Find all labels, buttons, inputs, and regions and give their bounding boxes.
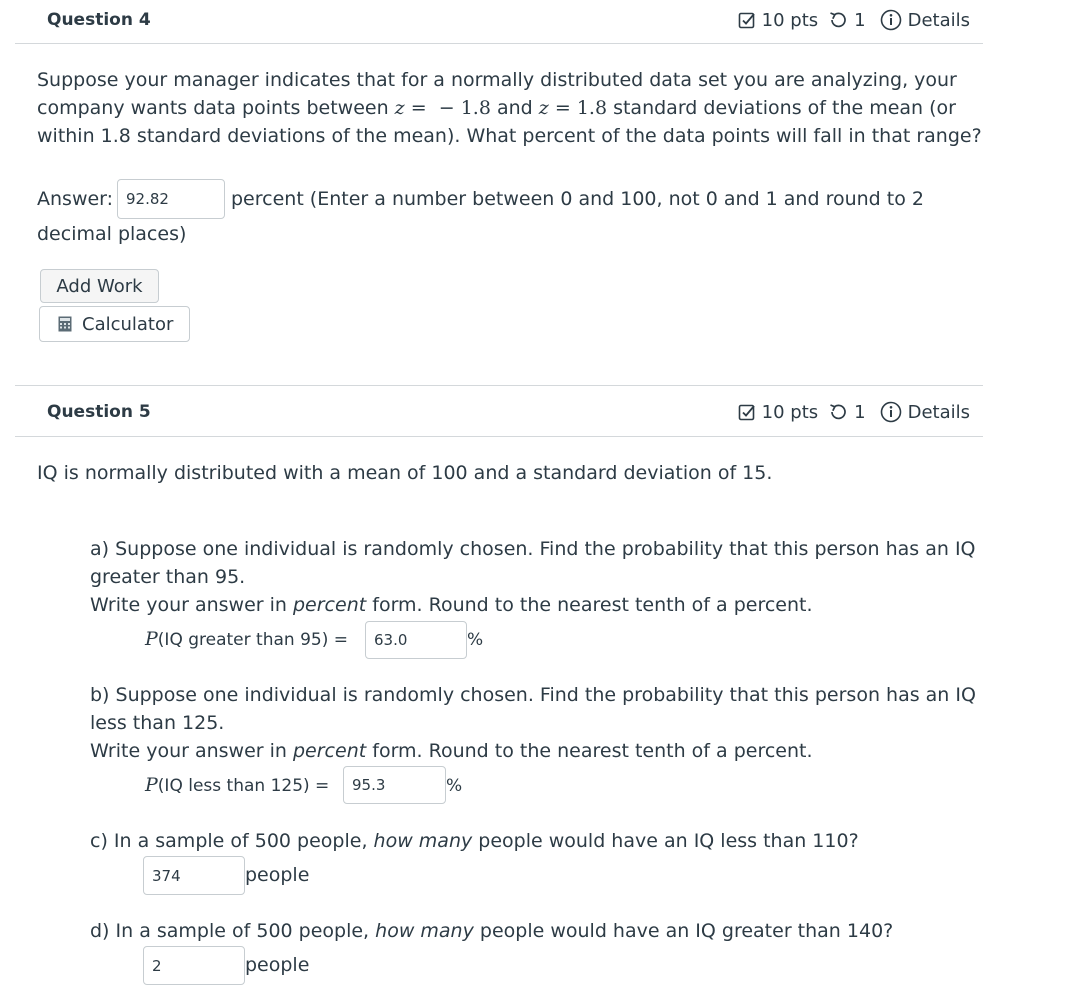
math-P: P	[145, 774, 158, 796]
part-b-input[interactable]	[343, 766, 446, 804]
text-fragment: form. Round to the nearest tenth of a percent.	[372, 594, 813, 616]
people-unit: people	[245, 864, 310, 886]
answer-input[interactable]	[117, 179, 225, 219]
text-fragment: d) In a sample of 500 people,	[90, 920, 370, 942]
math-z: z	[394, 97, 405, 119]
calculator-button[interactable]	[39, 306, 190, 342]
math-value: 1.8	[576, 97, 608, 119]
question-meta	[738, 9, 970, 31]
part-c-input[interactable]	[143, 856, 245, 895]
math-value: 1.8	[460, 97, 491, 119]
divider	[15, 385, 983, 386]
percent-unit: %	[446, 776, 463, 796]
divider	[15, 436, 983, 437]
details-link[interactable]: Details	[907, 401, 970, 423]
points-icon	[738, 403, 756, 421]
part-d-input[interactable]	[143, 946, 245, 985]
text-fragment: people would have an IQ less than 110?	[478, 830, 859, 852]
question-title: Question 4	[47, 10, 151, 30]
math-P: P	[145, 628, 158, 650]
text-fragment: company wants data points between	[37, 97, 389, 119]
question-4-header	[15, 2, 983, 52]
text-fragment: and	[496, 97, 533, 119]
text-fragment: Write your answer in	[90, 740, 287, 762]
text-fragment: form. Round to the nearest tenth of a percent.	[372, 740, 813, 762]
question-meta	[738, 401, 970, 423]
question-title: Question 5	[47, 402, 151, 422]
math-minus: −	[438, 97, 455, 119]
question-text-line: within 1.8 standard deviations of the mean). What percent of the data points will fall in that range?	[37, 125, 982, 147]
points-icon	[738, 11, 756, 29]
points-label: 10 pts	[761, 401, 819, 423]
text-fragment: Write your answer in	[90, 594, 287, 616]
prob-expression: (IQ less than 125) =	[157, 776, 330, 796]
retry-icon	[828, 11, 848, 29]
question-4-text	[37, 66, 1037, 150]
math-z: z	[538, 97, 549, 119]
attempts-count: 1	[854, 9, 866, 31]
answer-hint: percent (Enter a number between 0 and 100, not 0 and 1 and round to 2	[231, 188, 924, 210]
text-fragment: c) In a sample of 500 people,	[90, 830, 368, 852]
text-fragment: people would have an IQ greater than 140?	[479, 920, 894, 942]
percent-unit: %	[467, 630, 484, 650]
attempts-count: 1	[854, 401, 866, 423]
math-equals: =	[554, 97, 571, 119]
text-fragment: how many	[373, 830, 473, 852]
details-link[interactable]: Details	[907, 9, 970, 31]
math-equals: =	[410, 97, 427, 119]
info-icon[interactable]	[880, 9, 902, 31]
divider	[15, 43, 983, 44]
prob-expression: (IQ greater than 95) =	[157, 630, 348, 650]
text-line	[90, 591, 1050, 619]
retry-icon	[828, 403, 848, 421]
text-fragment: percent	[293, 594, 367, 616]
points-label: 10 pts	[761, 9, 819, 31]
calculator-icon	[58, 316, 72, 332]
add-work-button[interactable]: Add Work	[40, 269, 159, 303]
part-b-text	[90, 681, 1050, 765]
part-a-input[interactable]	[365, 621, 467, 659]
text-fragment: percent	[293, 740, 367, 762]
part-c-text	[90, 827, 859, 855]
answer-label: Answer:	[37, 188, 114, 210]
answer-hint-cont: decimal places)	[37, 223, 187, 245]
people-unit: people	[245, 954, 310, 976]
text-line: less than 125.	[90, 712, 225, 734]
text-fragment: standard deviations of the mean (or	[613, 97, 956, 119]
part-d-text	[90, 917, 893, 945]
text-line: b) Suppose one individual is randomly chosen. Find the probability that this person has an IQ	[90, 684, 976, 706]
question-text-line	[37, 94, 1037, 122]
text-fragment: how many	[375, 920, 474, 942]
text-line	[90, 737, 1050, 765]
text-line: greater than 95.	[90, 566, 246, 588]
part-b-prob	[145, 771, 329, 800]
question-5-intro: IQ is normally distributed with a mean of 100 and a standard deviation of 15.	[37, 462, 773, 484]
text-line: a) Suppose one individual is randomly chosen. Find the probability that this person has an IQ	[90, 538, 976, 560]
info-icon[interactable]	[880, 401, 902, 423]
part-a-prob	[145, 625, 348, 654]
calculator-label: Calculator	[82, 313, 174, 335]
question-text-line: Suppose your manager indicates that for a normally distributed data set you are analyzing, your	[37, 69, 957, 91]
part-a-text	[90, 535, 1050, 619]
